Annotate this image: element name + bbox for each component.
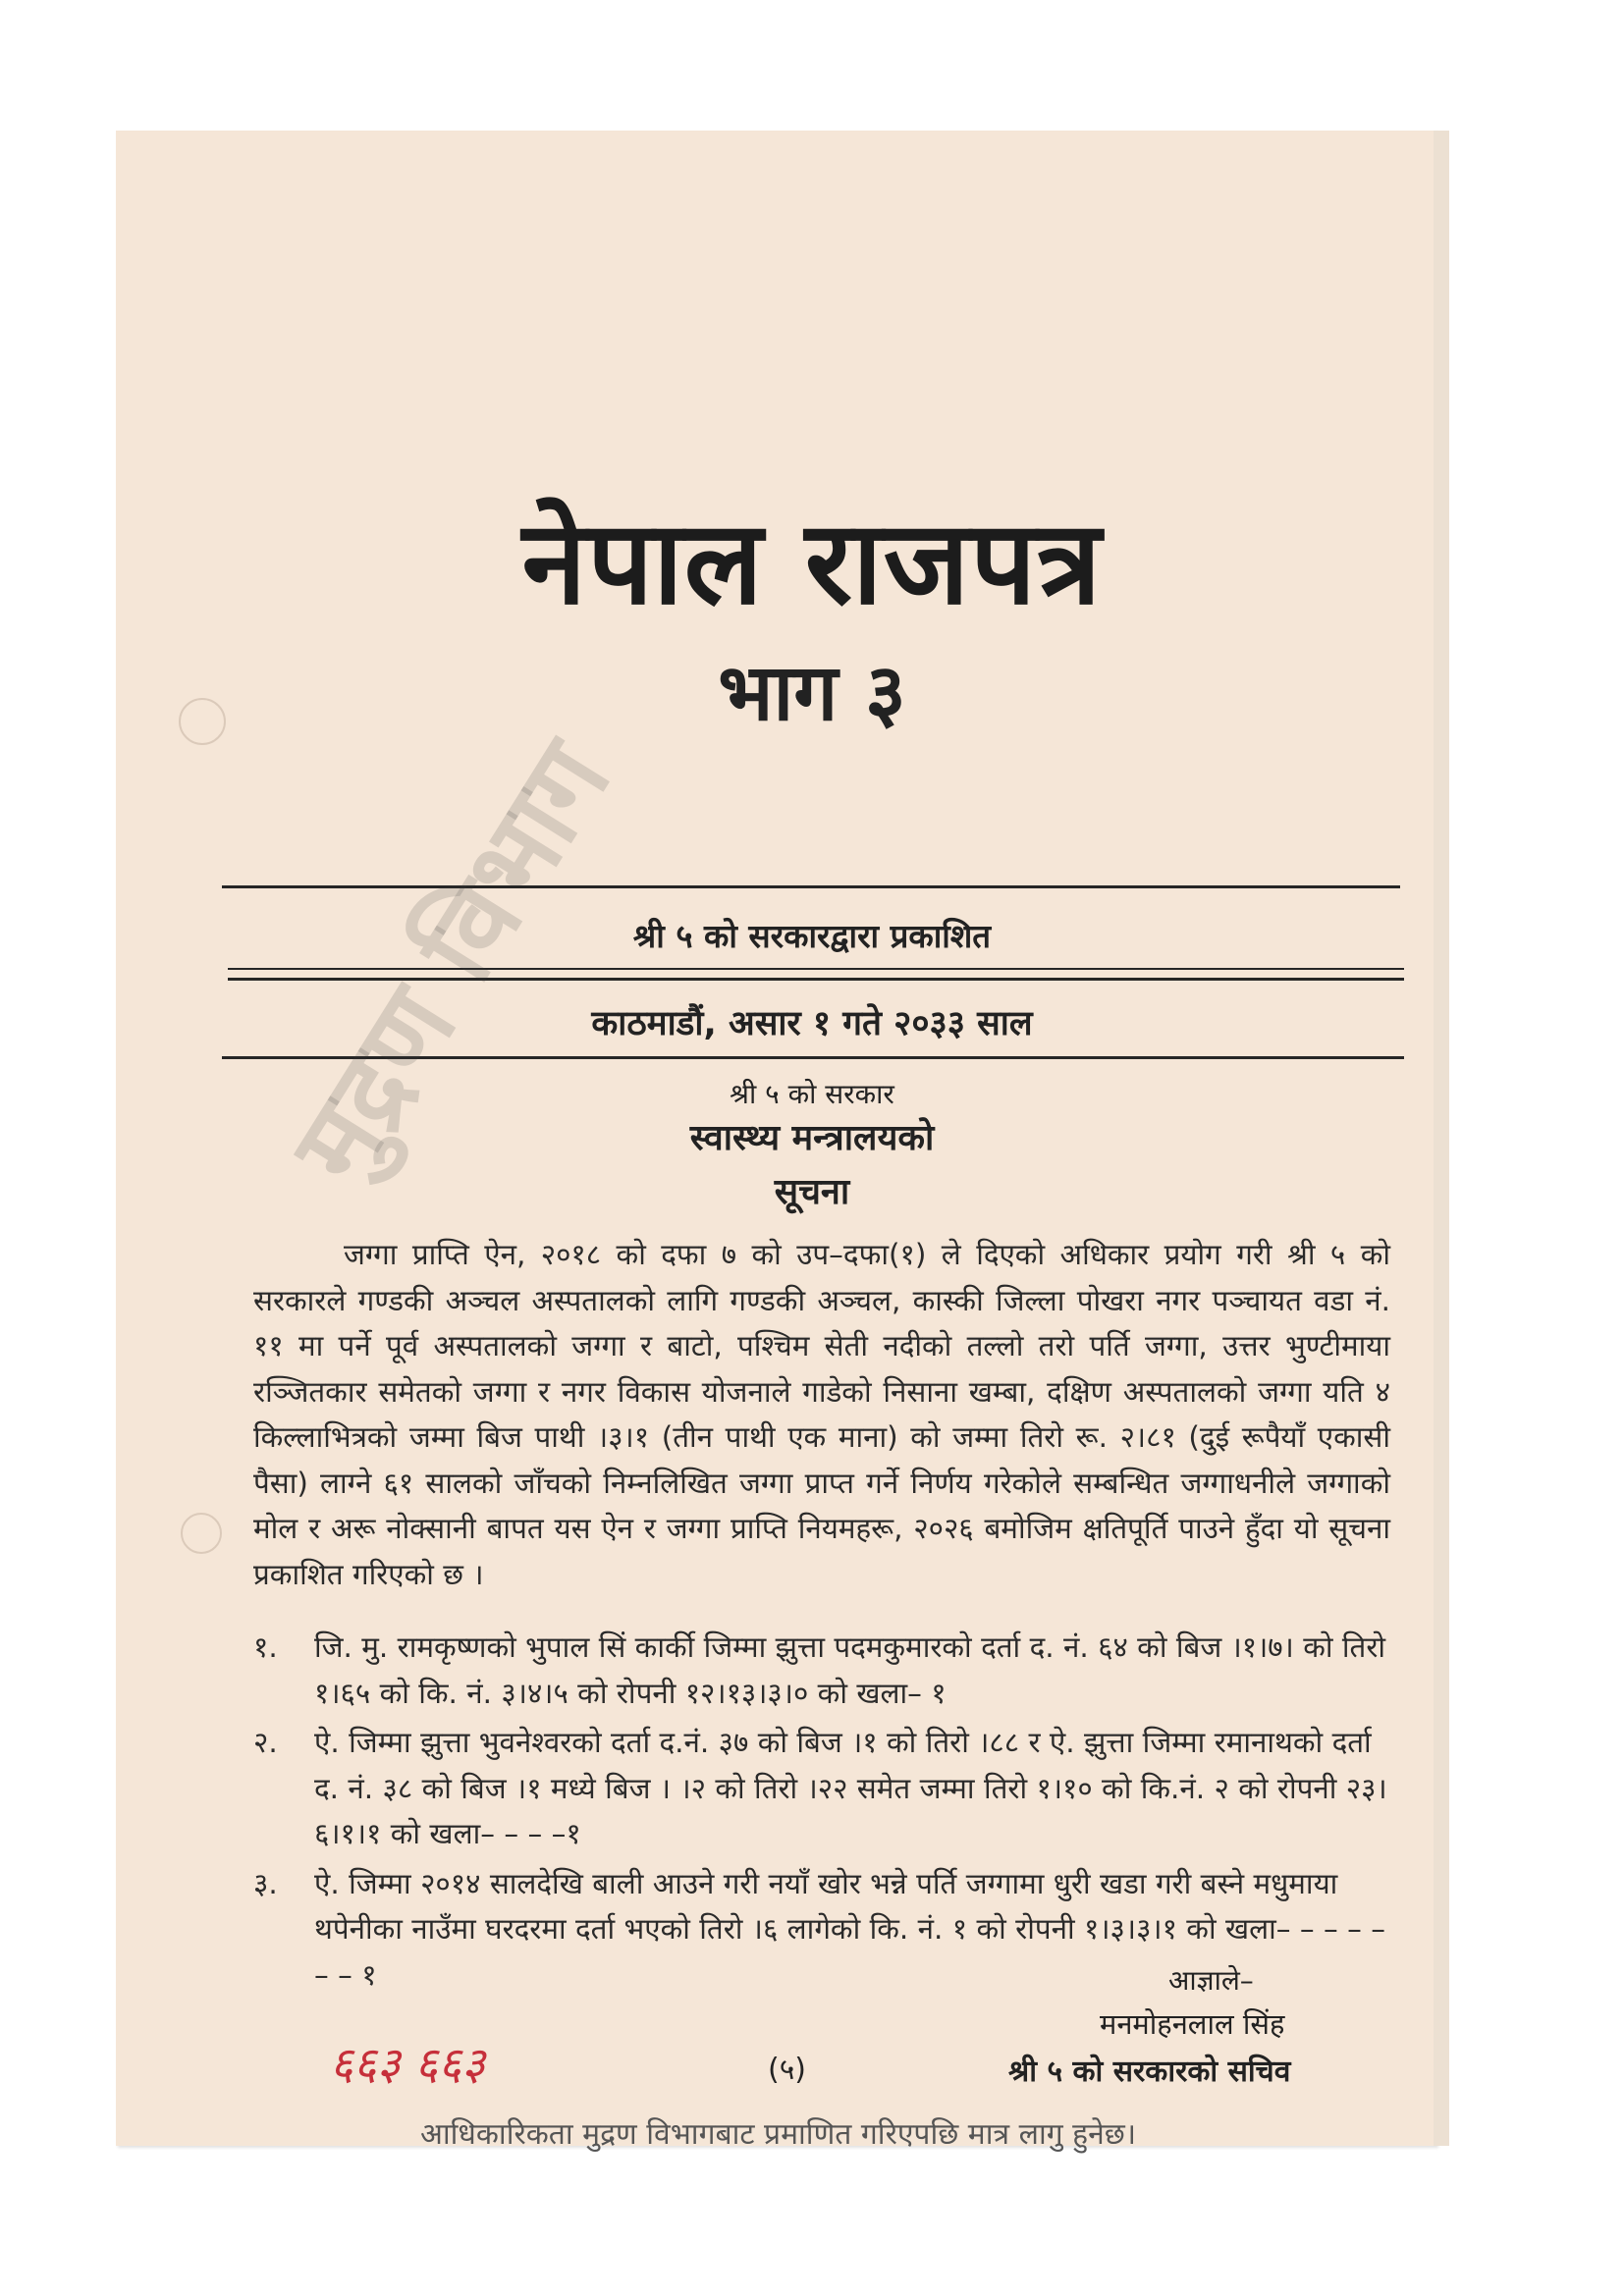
item-text: ऐ. जिम्मा झुत्ता भुवनेश्वरको दर्ता द.नं. ३७ को बिज ।१ को तिरो ।८८ र ऐ. झुत्ता जिम्मा रमानाथको दर्ता द. नं. ३८ को बिज ।१ मध्ये बिज । ।२ को तिरो ।२२ समेत जम्मा तिरो १।१० को कि.नं. २ को रोपनी २३।६।१।१ को खला– – – –१ (314, 1726, 1387, 1850)
publisher-line: श्री ५ को सरकारद्वारा प्रकाशित (632, 917, 992, 955)
signatory-name: मनमोहनलाल सिंह (1100, 2007, 1285, 2041)
government-line: श्री ५ को सरकार (730, 1078, 894, 1110)
land-item-list (253, 1625, 1392, 2002)
authenticity-footer-note: आधिकारिकता मुद्रण विभागबाट प्रमाणित गरिएपछि मात्र लागु हुनेछ। (420, 2117, 1137, 2152)
land-item (253, 1720, 1392, 1857)
by-order-label: आज्ञाले– (1168, 1964, 1254, 1997)
gazette-title: नेपाल राजपत्र (521, 495, 1103, 630)
rule-double-2 (228, 978, 1404, 981)
punch-hole-bottom (181, 1513, 222, 1554)
item-text: जि. मु. रामकृष्णको भुपाल सिं कार्की जिम्मा झुत्ता पदमकुमारको दर्ता द. नं. ६४ को बिज ।१।७। को तिरो १।६५ को कि. नं. ३।४।५ को रोपनी १२।१३।३।० को खला– १ (314, 1630, 1386, 1710)
item-number: १. (253, 1630, 278, 1664)
item-number: ३. (253, 1866, 278, 1900)
land-item (253, 1625, 1392, 1716)
notice-heading: सूचना (774, 1172, 850, 1212)
rule-top (222, 885, 1400, 888)
page-number: (५) (768, 2053, 807, 2087)
item-number: २. (253, 1726, 278, 1759)
rule-double-1 (228, 968, 1404, 970)
item-text: ऐ. जिम्मा २०१४ सालदेखि बाली आउने गरी नयाँ खोर भन्ने पर्ति जग्गामा धुरी खडा गरी बस्ने मधुमाया थपेनीका नाउँमा घरदरमा दर्ता भएको तिरो ।६ लागेको कि. नं. १ को रोपनी १।३।३।१ को खला– – – – – – – १ (314, 1866, 1386, 1992)
handwritten-page-mark: ६६३ ६६३ (330, 2037, 486, 2090)
notice-body: जग्गा प्राप्ति ऐन, २०१८ को दफा ७ को उप–दफा(१) ले दिएको अधिकार प्रयोग गरी श्री ५ को सरकारले गण्डकी अञ्चल अस्पतालको लागि गण्डकी अञ्चल, कास्की जिल्ला पोखरा नगर पञ्चायत वडा नं. ११ मा पर्ने पूर्व अस्पतालको जग्गा र बाटो, पश्चिम सेती नदीको तल्लो तरो पर्ति जग्गा, उत्तर भुण्टीमाया रञ्जितकार समेतको जग्गा र नगर विकास योजनाले गाडेको निसाना खम्बा, दक्षिण अस्पतालको जग्गा यति ४ किल्लाभित्रको जम्मा बिज पाथी ।३।१ (तीन पाथी एक माना) को जम्मा तिरो रू. २।८१ (दुई रूपैयाँ एकासी पैसा) लाग्ने ६१ सालको जाँचको निम्नलिखित जग्गा प्राप्त गर्ने निर्णय गरेकोले सम्बन्धित जग्गाधनीले जग्गाको मोल र अरू नोक्सानी बापत यस ऐन र जग्गा प्राप्ति नियमहरू, २०२६ बमोजिम क्षतिपूर्ति पाउने हुँदा यो सूचना प्रकाशित गरिएको छ । (253, 1238, 1390, 1591)
gazette-part: भाग ३ (718, 647, 906, 738)
signatory-title: श्री ५ को सरकारको सचिव (1008, 2055, 1291, 2089)
dateline: काठमाडौं, असार १ गते २०३३ साल (591, 1004, 1033, 1043)
rule-bottom (222, 1056, 1404, 1059)
ministry-name: स्वास्थ्य मन्त्रालयको (689, 1118, 935, 1158)
